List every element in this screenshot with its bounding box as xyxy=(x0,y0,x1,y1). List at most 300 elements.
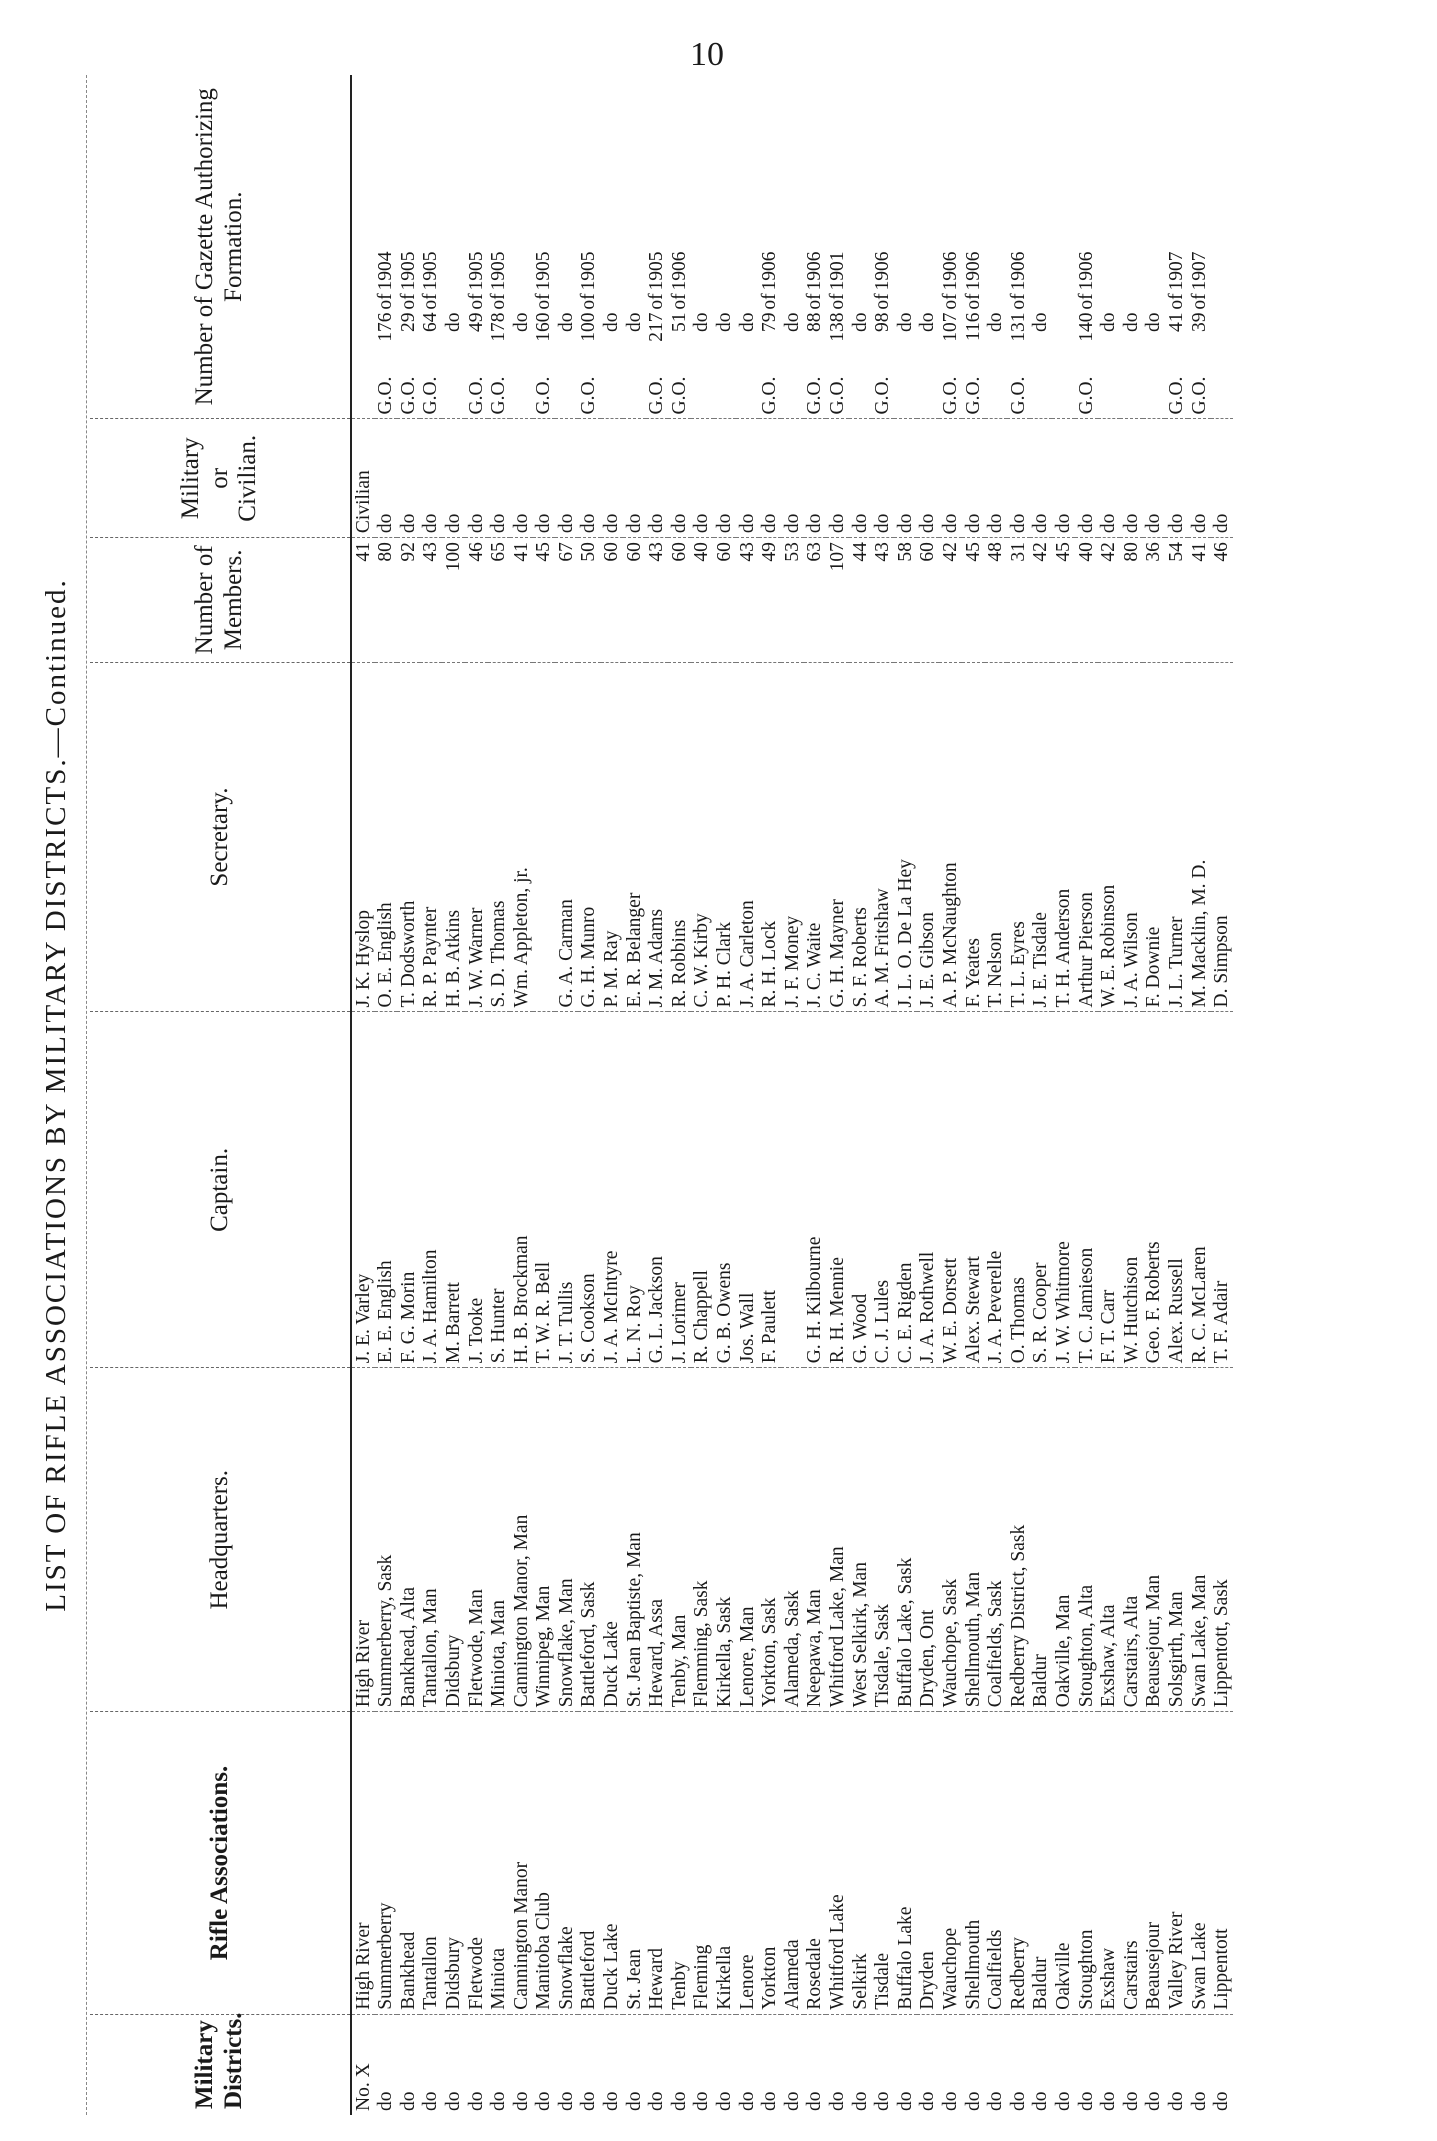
cell-military-civilian xyxy=(894,419,917,538)
cell-headquarters-text: Shellmouth, Man xyxy=(963,1568,984,1707)
cell-district-text: do xyxy=(465,2091,487,2111)
cell-gazette xyxy=(759,75,782,419)
cell-captain-text: G. H. Kilbourne xyxy=(804,1233,825,1364)
cell-association-text: Bankhead xyxy=(398,1928,419,2010)
gazette-gyr: 1905 xyxy=(646,251,668,291)
cell-captain xyxy=(578,1012,601,1368)
cell-gazette xyxy=(1075,75,1098,419)
cell-district xyxy=(555,2014,578,2115)
gazette-gof: of xyxy=(578,293,600,310)
cell-military-civilian-text: do xyxy=(691,513,713,534)
table-row xyxy=(488,75,511,2115)
cell-members xyxy=(736,538,759,663)
cell-captain xyxy=(1211,1012,1234,1368)
page-title: LIST OF RIFLE ASSOCIATIONS BY MILITARY DISTRICTS.—Continued. xyxy=(40,578,72,1612)
gazette-gyr: 1907 xyxy=(1188,251,1210,291)
cell-members xyxy=(623,538,646,663)
cell-association xyxy=(510,1712,533,2014)
cell-military-civilian xyxy=(872,419,895,538)
cell-association-text: Tisdale xyxy=(872,1949,893,2010)
cell-secretary-text: J. E. Gibson xyxy=(917,908,938,1007)
cell-captain xyxy=(465,1012,488,1368)
cell-secretary-text: Arthur Pierson xyxy=(1076,888,1097,1007)
cell-secretary xyxy=(1143,662,1166,1012)
col-header-secretary: Secretary. xyxy=(90,662,351,1012)
cell-military-civilian xyxy=(691,419,714,538)
cell-secretary xyxy=(1098,662,1121,1012)
gazette-gyr: 1906 xyxy=(1007,251,1029,291)
cell-association-text: Baldur xyxy=(1030,1953,1051,2010)
cell-captain-text: G. B. Owens xyxy=(714,1259,735,1364)
cell-captain-text: R. Chappell xyxy=(691,1266,712,1363)
cell-secretary xyxy=(555,662,578,1012)
cell-district xyxy=(601,2014,624,2115)
cell-headquarters xyxy=(397,1368,420,1712)
cell-captain xyxy=(668,1012,691,1368)
cell-military-civilian-text: do xyxy=(1165,513,1187,534)
cell-association xyxy=(759,1712,782,2014)
gazette-gyr: 1906 xyxy=(759,251,781,291)
cell-gazette xyxy=(375,75,398,419)
cell-captain xyxy=(1052,1012,1075,1368)
cell-military-civilian xyxy=(759,419,782,538)
cell-headquarters-text: Flemming, Sask xyxy=(691,1576,712,1707)
cell-association xyxy=(442,1712,465,2014)
cell-members-text: 43 xyxy=(872,542,894,562)
cell-members-text: 46 xyxy=(1211,542,1233,562)
cell-members-text: 41 xyxy=(352,542,374,562)
cell-gazette xyxy=(1098,75,1121,419)
cell-headquarters-text: Miniota, Man xyxy=(488,1596,509,1707)
cell-district xyxy=(736,2014,759,2115)
cell-captain xyxy=(1120,1012,1143,1368)
cell-military-civilian xyxy=(826,419,849,538)
gazette-go: G.O. xyxy=(578,376,600,415)
table-row xyxy=(668,75,691,2115)
cell-headquarters-text: High River xyxy=(353,1616,374,1707)
cell-captain-text: S. R. Cooper xyxy=(1030,1259,1051,1364)
cell-district xyxy=(668,2014,691,2115)
gazette-gnum: 64 xyxy=(420,312,442,332)
cell-association-text: Valley River xyxy=(1166,1908,1187,2010)
cell-association xyxy=(646,1712,669,2014)
cell-members xyxy=(985,538,1008,663)
cell-association-text: Manitoba Club xyxy=(533,1888,554,2010)
col-header-district: Military Districts. xyxy=(90,2014,351,2115)
cell-association xyxy=(375,1712,398,2014)
cell-secretary xyxy=(917,662,940,1012)
cell-district-text: do xyxy=(1098,2091,1120,2111)
cell-gazette xyxy=(1165,75,1188,419)
cell-district-text: do xyxy=(736,2091,758,2111)
cell-headquarters-text: Duck Lake xyxy=(601,1617,622,1707)
cell-secretary xyxy=(488,662,511,1012)
cell-military-civilian xyxy=(1143,419,1166,538)
col-header-association: Rifle Associations. xyxy=(90,1712,351,2014)
gazette-gnum: 49 xyxy=(465,312,487,332)
cell-captain xyxy=(488,1012,511,1368)
cell-captain xyxy=(646,1012,669,1368)
cell-association-text: Swan Lake xyxy=(1189,1919,1210,2010)
cell-military-civilian-text: do xyxy=(1188,513,1210,534)
cell-members-text: 50 xyxy=(578,542,600,562)
cell-association-text: Miniota xyxy=(488,1944,509,2010)
cell-district-text: do xyxy=(1030,2091,1052,2111)
cell-secretary xyxy=(985,662,1008,1012)
cell-members xyxy=(668,538,691,663)
cell-association xyxy=(1098,1712,1121,2014)
cell-headquarters xyxy=(375,1368,398,1712)
cell-association-text: Alameda xyxy=(782,1935,803,2009)
table-row xyxy=(397,75,420,2115)
gazette-gnum: 79 xyxy=(759,312,781,332)
gazette-gnum: 51 xyxy=(668,312,690,332)
cell-military-civilian-text: do xyxy=(1007,513,1029,534)
cell-secretary-text: W. E. Robinson xyxy=(1098,881,1119,1008)
table-row xyxy=(465,75,488,2115)
cell-secretary xyxy=(351,662,375,1012)
table-row xyxy=(1143,75,1166,2115)
cell-military-civilian-text: do xyxy=(872,513,894,534)
cell-members xyxy=(804,538,827,663)
cell-captain xyxy=(714,1012,737,1368)
gazette-go: G.O. xyxy=(375,376,397,415)
cell-gazette xyxy=(488,75,511,419)
cell-association-text: Tantallon xyxy=(420,1932,441,2009)
cell-members-text: 53 xyxy=(781,542,803,562)
gazette-gof: of xyxy=(420,293,442,310)
cell-district xyxy=(826,2014,849,2115)
cell-secretary xyxy=(939,662,962,1012)
cell-secretary xyxy=(849,662,872,1012)
cell-association xyxy=(804,1712,827,2014)
cell-headquarters-text: Didsbury xyxy=(443,1631,464,1708)
cell-captain xyxy=(985,1012,1008,1368)
table-row xyxy=(804,75,827,2115)
cell-association xyxy=(351,1712,375,2014)
cell-secretary xyxy=(668,662,691,1012)
table-row xyxy=(1165,75,1188,2115)
cell-district-text: do xyxy=(1188,2091,1210,2111)
cell-association-text: Dryden xyxy=(917,1947,938,2009)
cell-military-civilian xyxy=(578,419,601,538)
cell-district xyxy=(375,2014,398,2115)
cell-members-text: 60 xyxy=(917,542,939,562)
cell-captain xyxy=(1188,1012,1211,1368)
gazette-gnum: do xyxy=(442,312,464,332)
gazette-gof: of xyxy=(872,293,894,310)
cell-association-text: Buffalo Lake xyxy=(895,1903,916,2010)
cell-headquarters-text: Yorkton, Sask xyxy=(759,1594,780,1708)
table-row xyxy=(872,75,895,2115)
cell-association xyxy=(1075,1712,1098,2014)
cell-headquarters xyxy=(736,1368,759,1712)
cell-district xyxy=(985,2014,1008,2115)
cell-members xyxy=(872,538,895,663)
gazette-gnum: do xyxy=(555,312,577,332)
cell-captain-text: O. Thomas xyxy=(1008,1273,1029,1363)
cell-secretary xyxy=(962,662,985,1012)
cell-district-text: do xyxy=(962,2091,984,2111)
cell-district xyxy=(1120,2014,1143,2115)
cell-members xyxy=(691,538,714,663)
cell-gazette xyxy=(510,75,533,419)
cell-military-civilian xyxy=(555,419,578,538)
cell-secretary-text: G. H. Munro xyxy=(578,903,599,1008)
rifle-associations-table xyxy=(90,75,1233,2115)
cell-association xyxy=(691,1712,714,2014)
cell-members-text: 43 xyxy=(736,542,758,562)
table-row xyxy=(781,75,804,2115)
cell-members-text: 41 xyxy=(1188,542,1210,562)
cell-association-text: Wauchope xyxy=(940,1924,961,2010)
cell-captain xyxy=(1030,1012,1053,1368)
cell-captain-text: Alex. Stewart xyxy=(963,1252,984,1363)
cell-captain xyxy=(555,1012,578,1368)
gazette-gyr: 1906 xyxy=(872,251,894,291)
cell-members-text: 100 xyxy=(442,542,464,572)
table-row xyxy=(623,75,646,2115)
cell-association xyxy=(826,1712,849,2014)
cell-district xyxy=(1143,2014,1166,2115)
cell-military-civilian-text: do xyxy=(375,513,397,534)
gazette-gnum: 116 xyxy=(962,312,984,342)
cell-military-civilian-text: do xyxy=(804,513,826,534)
cell-captain xyxy=(397,1012,420,1368)
cell-military-civilian-text: do xyxy=(962,513,984,534)
gazette-go: G.O. xyxy=(759,376,781,415)
cell-headquarters-text: Snowflake, Man xyxy=(556,1574,577,1707)
cell-headquarters-text: Battleford, Sask xyxy=(578,1578,599,1708)
table-row xyxy=(826,75,849,2115)
cell-association-text: Yorkton xyxy=(759,1943,780,2010)
table-row xyxy=(442,75,465,2115)
cell-association-text: Kirkella xyxy=(714,1942,735,2010)
gazette-gof: of xyxy=(939,293,961,310)
gazette-gnum: 131 xyxy=(1007,312,1029,342)
cell-association xyxy=(962,1712,985,2014)
cell-secretary xyxy=(375,662,398,1012)
cell-captain xyxy=(849,1012,872,1368)
table-row xyxy=(578,75,601,2115)
cell-association xyxy=(420,1712,443,2014)
table-row xyxy=(420,75,443,2115)
cell-military-civilian xyxy=(962,419,985,538)
cell-secretary xyxy=(826,662,849,1012)
cell-military-civilian xyxy=(488,419,511,538)
cell-district-text: do xyxy=(668,2091,690,2111)
cell-district-text: do xyxy=(985,2091,1007,2111)
cell-captain-text: Jos. Wall xyxy=(737,1289,758,1364)
col-header-captain: Captain. xyxy=(90,1012,351,1368)
cell-members xyxy=(555,538,578,663)
gazette-gnum: do xyxy=(1098,312,1120,332)
cell-headquarters xyxy=(1007,1368,1030,1712)
cell-headquarters-text: Baldur xyxy=(1030,1650,1051,1707)
gazette-gyr: 1906 xyxy=(804,251,826,291)
cell-association-text: Whitford Lake xyxy=(827,1890,848,2009)
cell-captain xyxy=(804,1012,827,1368)
cell-gazette xyxy=(442,75,465,419)
gazette-go: G.O. xyxy=(804,376,826,415)
cell-captain xyxy=(533,1012,556,1368)
cell-captain-text: S. Hunter xyxy=(488,1285,509,1364)
gazette-go: G.O. xyxy=(420,376,442,415)
gazette-gnum: do xyxy=(1030,312,1052,332)
gazette-gof: of xyxy=(804,293,826,310)
cell-captain-text: G. L. Jackson xyxy=(646,1252,667,1363)
cell-military-civilian-text: do xyxy=(985,513,1007,534)
table-row xyxy=(849,75,872,2115)
cell-military-civilian-text: do xyxy=(555,513,577,534)
cell-military-civilian-text: do xyxy=(510,513,532,534)
cell-headquarters xyxy=(1165,1368,1188,1712)
cell-headquarters xyxy=(826,1368,849,1712)
table-row xyxy=(1120,75,1143,2115)
cell-association-text: Summerberry xyxy=(375,1898,396,2009)
gazette-go: G.O. xyxy=(962,376,984,415)
cell-secretary-text: Wm. Appleton, jr. xyxy=(511,863,532,1007)
header-row xyxy=(90,75,351,2115)
cell-district-text: do xyxy=(1007,2091,1029,2111)
cell-district xyxy=(872,2014,895,2115)
cell-members-text: 36 xyxy=(1143,542,1165,562)
gazette-go: G.O. xyxy=(488,376,510,415)
cell-military-civilian-text: do xyxy=(939,513,961,534)
cell-headquarters xyxy=(668,1368,691,1712)
cell-headquarters-text: Buffalo Lake, Sask xyxy=(895,1554,916,1708)
cell-secretary-text: G. H. Mayner xyxy=(827,895,848,1007)
cell-headquarters-text: Coalfields, Sask xyxy=(985,1577,1006,1708)
cell-members xyxy=(962,538,985,663)
cell-headquarters xyxy=(917,1368,940,1712)
gazette-gof: of xyxy=(646,293,668,310)
cell-military-civilian-text: do xyxy=(894,513,916,534)
cell-military-civilian xyxy=(1007,419,1030,538)
cell-association-text: Exshaw xyxy=(1098,1944,1119,2010)
cell-captain-text: T. C. Jamieson xyxy=(1076,1244,1097,1364)
cell-military-civilian-text: Civilian xyxy=(352,470,374,534)
table-body xyxy=(351,75,1233,2115)
gazette-gof: of xyxy=(1165,293,1187,310)
cell-military-civilian xyxy=(1165,419,1188,538)
cell-headquarters-text: Cannington Manor, Man xyxy=(511,1511,532,1708)
cell-association xyxy=(397,1712,420,2014)
cell-gazette xyxy=(1143,75,1166,419)
table-row xyxy=(894,75,917,2115)
cell-district xyxy=(691,2014,714,2115)
cell-captain-text: L. N. Roy xyxy=(624,1281,645,1363)
cell-gazette xyxy=(646,75,669,419)
cell-district xyxy=(420,2014,443,2115)
cell-captain-text: J. A. Peverelle xyxy=(985,1247,1006,1364)
cell-headquarters-text: Whitford Lake, Man xyxy=(827,1542,848,1707)
cell-captain-text: F. G. Morin xyxy=(398,1268,419,1364)
cell-military-civilian-text: do xyxy=(646,513,668,534)
cell-captain-text: W. Hutchison xyxy=(1121,1253,1142,1364)
cell-military-civilian xyxy=(1211,419,1234,538)
cell-members-text: 80 xyxy=(1120,542,1142,562)
cell-district-text: No. X xyxy=(352,2063,374,2111)
cell-gazette xyxy=(714,75,737,419)
cell-association-text: Stoughton xyxy=(1076,1926,1097,2010)
cell-district xyxy=(578,2014,601,2115)
cell-captain-text: F. T. Carr xyxy=(1098,1286,1119,1364)
cell-association-text: Heward xyxy=(646,1944,667,2010)
cell-captain-text: T. F. Adair xyxy=(1211,1277,1232,1364)
gazette-go: G.O. xyxy=(465,376,487,415)
gazette-go: G.O. xyxy=(646,376,668,415)
cell-military-civilian-text: do xyxy=(1098,513,1120,534)
cell-headquarters-text: Redberry District, Sask xyxy=(1008,1521,1029,1708)
page-number: 10 xyxy=(690,36,724,73)
cell-headquarters-text: Lippentott, Sask xyxy=(1211,1575,1232,1707)
cell-secretary-text: T. Nelson xyxy=(985,928,1006,1007)
cell-captain-text: C. E. Rigden xyxy=(895,1259,916,1364)
cell-captain xyxy=(1143,1012,1166,1368)
gazette-gyr: 1905 xyxy=(465,251,487,291)
cell-headquarters-text: Exshaw, Alta xyxy=(1098,1601,1119,1708)
cell-captain-text: C. J. Lules xyxy=(872,1276,893,1363)
cell-secretary-text: T. H. Anderson xyxy=(1053,885,1074,1008)
cell-members-text: 43 xyxy=(646,542,668,562)
cell-captain-text: J. T. Tullis xyxy=(556,1278,577,1364)
cell-district-text: do xyxy=(555,2091,577,2111)
gazette-gnum: 138 xyxy=(827,312,849,342)
cell-district xyxy=(939,2014,962,2115)
cell-members-text: 80 xyxy=(375,542,397,562)
cell-district xyxy=(1030,2014,1053,2115)
cell-district xyxy=(714,2014,737,2115)
cell-military-civilian-text: do xyxy=(714,513,736,534)
cell-gazette xyxy=(351,75,375,419)
gazette-gof: of xyxy=(375,293,397,310)
cell-secretary xyxy=(894,662,917,1012)
gazette-gnum: 39 xyxy=(1188,312,1210,332)
cell-headquarters xyxy=(1052,1368,1075,1712)
cell-captain xyxy=(1098,1012,1121,1368)
cell-military-civilian-text: do xyxy=(668,513,690,534)
cell-gazette xyxy=(668,75,691,419)
table-row xyxy=(375,75,398,2115)
cell-captain xyxy=(420,1012,443,1368)
cell-gazette xyxy=(1188,75,1211,419)
cell-association xyxy=(1120,1712,1143,2014)
gazette-gyr: 1907 xyxy=(1165,251,1187,291)
cell-headquarters xyxy=(894,1368,917,1712)
cell-members-text: 49 xyxy=(759,542,781,562)
gazette-gof: of xyxy=(962,293,984,310)
cell-district-text: do xyxy=(1165,2091,1187,2111)
cell-association xyxy=(1007,1712,1030,2014)
cell-secretary xyxy=(578,662,601,1012)
cell-district-text: do xyxy=(1211,2091,1233,2111)
cell-captain-text: W. E. Dorsett xyxy=(940,1254,961,1363)
cell-headquarters-text: Lenore, Man xyxy=(737,1603,758,1708)
table-row xyxy=(917,75,940,2115)
cell-members xyxy=(1098,538,1121,663)
cell-secretary xyxy=(804,662,827,1012)
cell-association-text: High River xyxy=(353,1918,374,2009)
cell-military-civilian-text: do xyxy=(849,513,871,534)
cell-district-text: do xyxy=(488,2091,510,2111)
gazette-gof: of xyxy=(465,293,487,310)
cell-members xyxy=(1052,538,1075,663)
table-row xyxy=(533,75,556,2115)
cell-association-text: Didsbury xyxy=(443,1933,464,2010)
cell-captain xyxy=(375,1012,398,1368)
cell-military-civilian xyxy=(781,419,804,538)
